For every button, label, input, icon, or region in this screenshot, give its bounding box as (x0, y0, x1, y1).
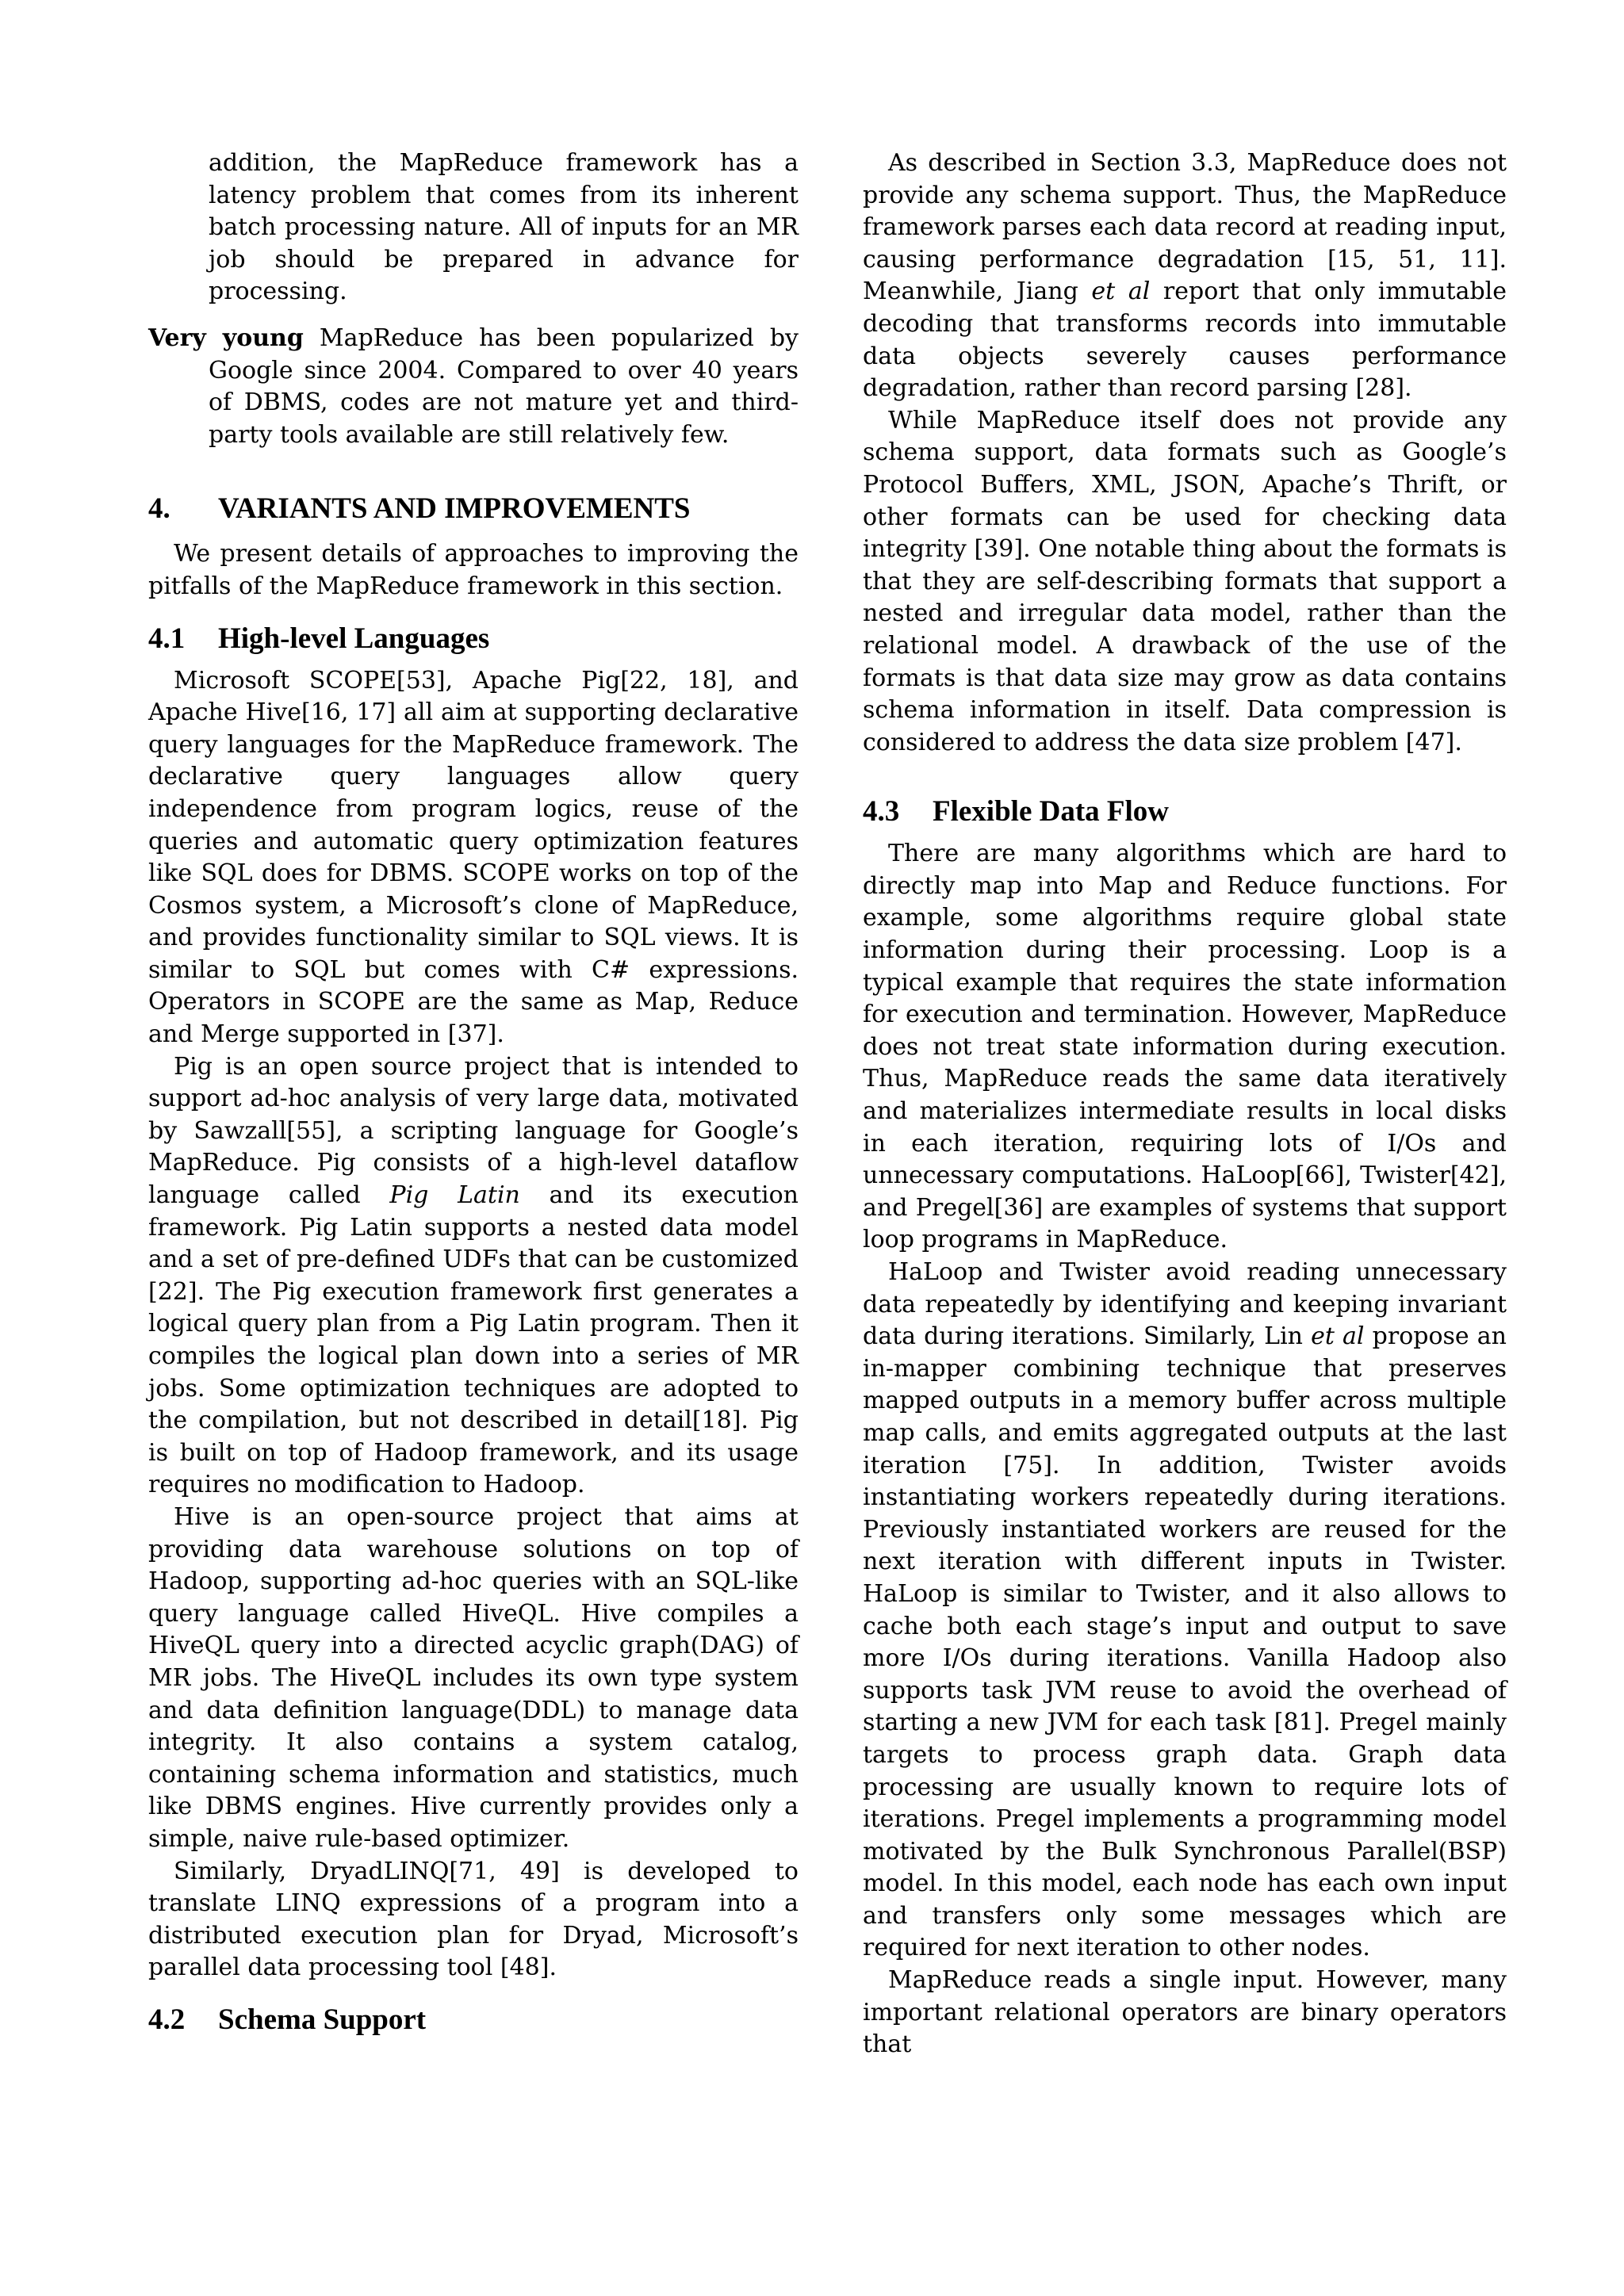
left-column (148, 147, 799, 2046)
intro-continuation: addition, the MapReduce framework has a latency problem that comes from its inherent batch processing nature. All of inputs for an MR job should be prepared in advance for processing. (209, 149, 799, 306)
very-young-item (148, 323, 799, 451)
subsection-number: 4.2 (148, 2003, 186, 2036)
subsection-title: High-level Languages (218, 622, 490, 655)
subsection-heading-4-2 (148, 2002, 799, 2038)
section-title: VARIANTS AND IMPROVEMENTS (218, 492, 691, 526)
subsection-number: 4.1 (148, 622, 186, 655)
paragraph-iterative-algorithms: There are many algorithms which are hard to directly map into Map and Reduce functions. For example, some algorithms require global state information during their processing. Loop is a typical example that requires the state information for execution and termination. However, MapReduce does not treat state information during execution. Thus, MapReduce reads the same data iteratively and materializes intermediate results in local disks in each iteration, requiring lots of I/Os and unnecessary computations. HaLoop[66], Twister[42], and Pregel[36] are examples of systems that support loop programs in MapReduce. (863, 840, 1507, 1254)
paragraph-pig-part-b: and its execution framework. Pig Latin supports a nested data model and a set of pre-defined UDFs that can be customized [22]. The Pig execution framework first generates a logical query plan from a Pig Latin program. Then it compiles the logical plan down into a series of MR jobs. Some optimization techniques are adopted to the compilation, but not described in detail[18]. Pig is built on top of Hadoop framework, and its usage requires no modification to Hadoop. (148, 1181, 799, 1499)
subsection-title: Schema Support (218, 2003, 427, 2036)
paragraph-dryadlinq: Similarly, DryadLINQ[71, 49] is developed to translate LINQ expressions of a program into a distributed execution plan for Dryad, Microsoft’s parallel data processing tool [48]. (148, 1857, 799, 1982)
paragraph-schema-part-b: report that only immutable decoding that transforms records into immutable data objects severely causes performance degradation, rather than record parsing [28]. (863, 277, 1507, 403)
section-number: 4. (148, 492, 170, 526)
paragraph-data-formats: While MapReduce itself does not provide any schema support, data formats such as Google’s Protocol Buffers, XML, JSON, Apache’s Thrift, or other formats can be used for checking data integrity [39]. One notable thing about the formats is that they are self-describing formats that support a nested and irregular data model, rather than the relational model. A drawback of the use of the formats is that data size may grow as data contains schema information in itself. Data compression is considered to address the data size problem [47]. (863, 406, 1507, 756)
pig-latin-emphasis: Pig Latin (389, 1181, 520, 1210)
paragraph-haloop-part-a: HaLoop and Twister avoid reading unnecessary data repeatedly by identifying and keeping invariant data during iterations. Similarly, Lin (863, 1258, 1507, 1351)
paragraph-scope: Microsoft SCOPE[53], Apache Pig[22, 18], and Apache Hive[16, 17] all aim at supporting declarative query languages for the MapReduce framework. The declarative query languages allow query independence from program logics, reuse of the queries and automatic query optimization features like SQL does for DBMS. SCOPE works on top of the Cosmos system, a Microsoft’s clone of MapReduce, and provides functionality similar to SQL views. It is similar to SQL but comes with C# expressions. Operators in SCOPE are the same as Map, Reduce and Merge supported in [37]. (148, 666, 799, 1049)
paragraph-schema-support (863, 147, 1507, 405)
section-4-intro: We present details of approaches to improving the pitfalls of the MapReduce framework in this section. (148, 540, 799, 600)
paragraph-hive: Hive is an open-source project that aims at providing data warehouse solutions on top of Hadoop, supporting ad-hoc queries with an SQL-like query language called HiveQL. Hive compiles a HiveQL query into a directed acyclic graph(DAG) of MR jobs. The HiveQL includes its own type system and data definition language(DDL) to manage data integrity. It also contains a system catalog, containing schema information and statistics, much like DBMS engines. Hive currently provides only a simple, naive rule-based optimizer. (148, 1502, 799, 1853)
paragraph-pig (148, 1051, 799, 1502)
very-young-text: MapReduce has been popularized by Google since 2004. Compared to over 40 years of DBMS, codes are not mature yet and third-party tools available are still relatively few. (209, 323, 799, 449)
paragraph-pig-part-a: Pig is an open source project that is intended to support ad-hoc analysis of very large data, motivated by Sawzall[55], a scripting language for Google’s MapReduce. Pig consists of a high-level dataflow language called (148, 1052, 799, 1210)
section-heading-4 (148, 491, 799, 527)
et-al-emphasis: et al (1311, 1322, 1365, 1351)
subsection-title: Flexible Data Flow (933, 795, 1170, 828)
subsection-number: 4.3 (863, 795, 900, 828)
et-al-emphasis: et al (1091, 277, 1151, 306)
subsection-heading-4-1 (148, 621, 799, 657)
very-young-term: Very young (148, 323, 304, 352)
paragraph-schema-part-a: As described in Section 3.3, MapReduce does not provide any schema support. Thus, the MapReduce framework parses each data record at reading input, causing performance degradation [15, 51, 11]. Meanwhile, Jiang (863, 149, 1507, 306)
description-list (148, 323, 799, 451)
paragraph-single-input: MapReduce reads a single input. However, many important relational operators are binary operators that (863, 1966, 1507, 2059)
paragraph-haloop-twister (863, 1257, 1507, 1965)
paragraph-haloop-part-b: propose an in-mapper combining technique that preserves mapped outputs in a memory buffer across multiple map calls, and emits aggregated outputs at the last iteration [75]. In addition, Twister avoids instantiating workers repeatedly during iterations. Previously instantiated workers are reused for the next iteration with different inputs in Twister. HaLoop is similar to Twister, and it also allows to cache both each stage’s input and output to save more I/Os during iterations. Vanilla Hadoop also supports task JVM reuse to avoid the overhead of starting a new JVM for each task [81]. Pregel mainly targets to process graph data. Graph data processing are usually known to require lots of iterations. Pregel implements a programming model motivated by the Bulk Synchronous Parallel(BSP) model. In this model, each node has each own input and transfers only some messages which are required for next iteration to other nodes. (863, 1322, 1507, 1962)
subsection-heading-4-3 (863, 794, 1507, 830)
right-column (863, 147, 1507, 2061)
